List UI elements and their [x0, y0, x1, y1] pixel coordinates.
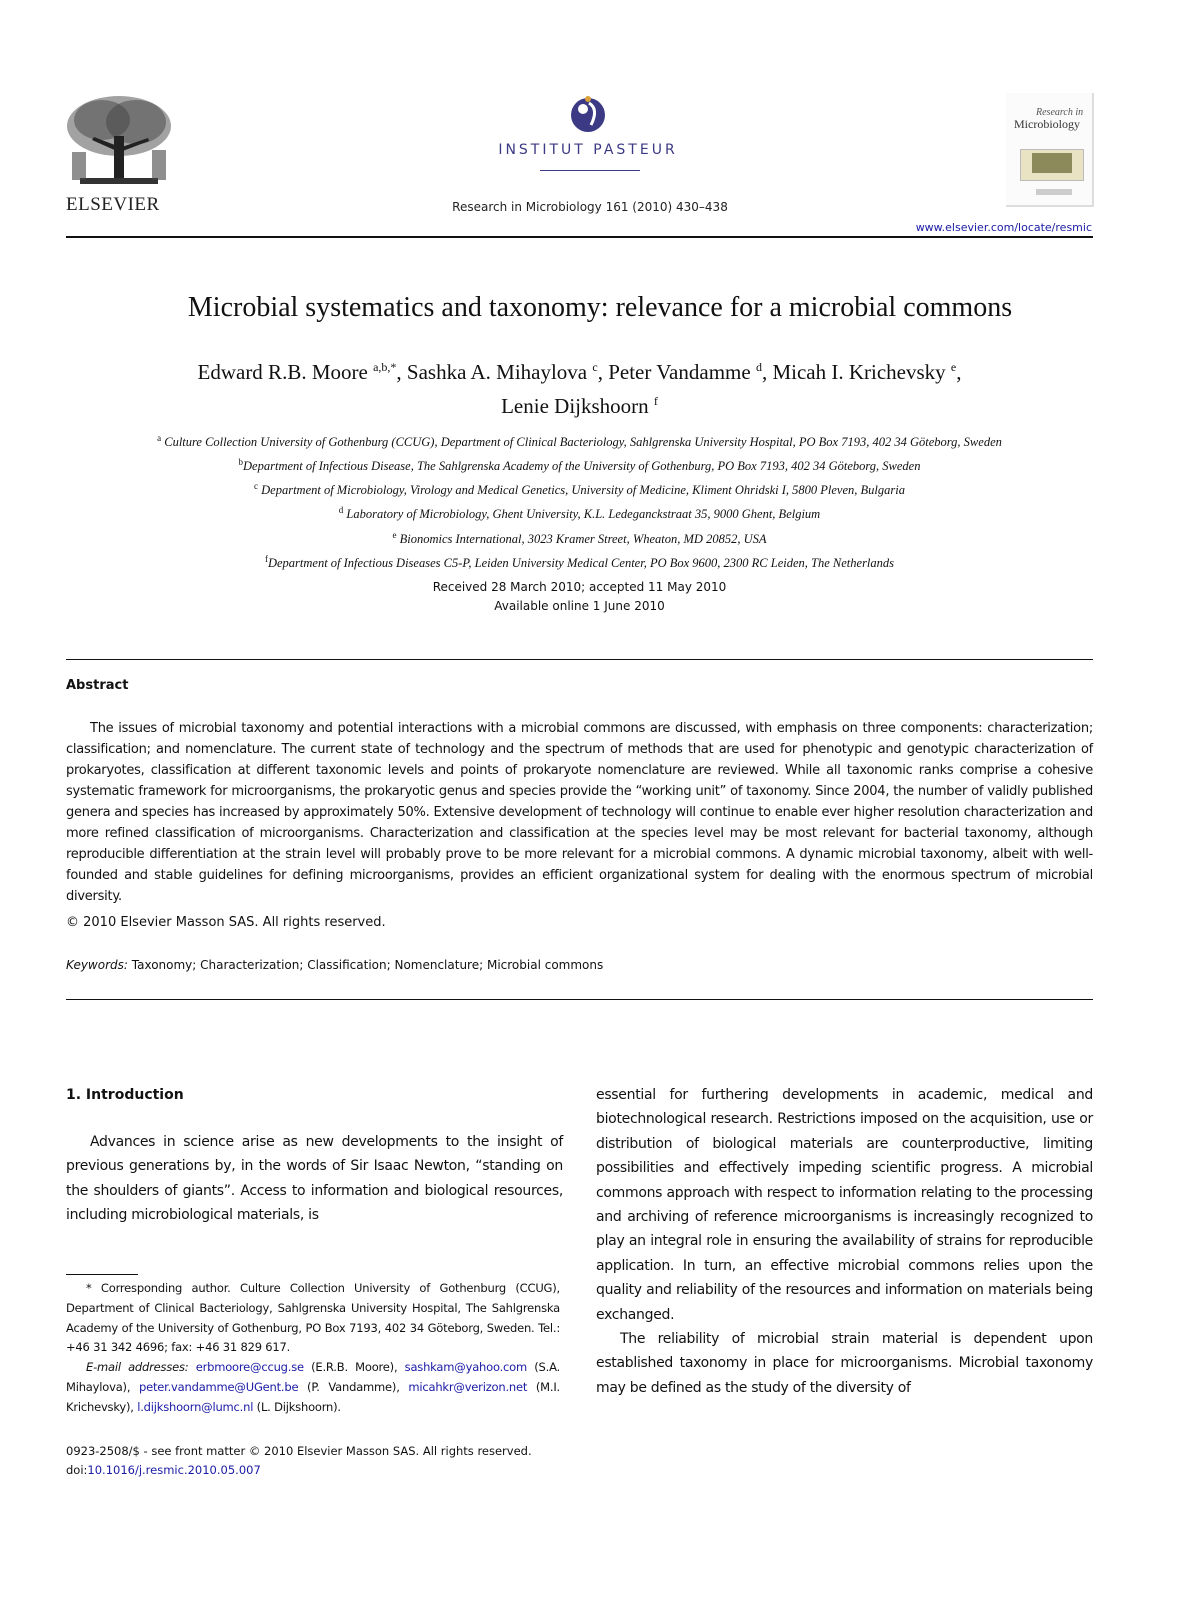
cover-title-large: Microbiology: [1014, 117, 1080, 131]
author-4: Micah I. Krichevsky $^e$,: [772, 360, 962, 384]
abstract-body: The issues of microbial taxonomy and potential interactions with a microbial commons are discussed, with emphasis on three components: characterization; classification; and nomenclature. The current state of technology and the spectrum of methods that are used for phenotypic and genotypic characterization of prokaryotes, classification at different taxonomic levels and points of prokaryote nomenclature are reviewed. While all taxonomic ranks comprise a cohesive systematic framework for microorganisms, the prokaryotic genus and species provide the “working unit” of taxonomy. Since 2004, the number of validly published genera and species has increased by approximately 50%. Extensive development of technology will continue to enable ever higher resolution characterization and more refined classification of microorganisms. Characterization and classification at the species level may be most relevant for bacterial taxonomy, although reproducible differentiation at the strain level will probably prove to be more relevant for a microbial commons. A dynamic microbial taxonomy, albeit with well-founded and stable guidelines for defining microorganisms, provides an efficient organizational system for dealing with the enormous spectrum of microbial diversity.: [66, 721, 1093, 904]
author-list: [66, 353, 1093, 421]
cover-title-small: Research in: [1036, 107, 1084, 118]
email-link-mihaylova[interactable]: sashkam@yahoo.com: [404, 1360, 528, 1375]
article-title: Microbial systematics and taxonomy: relevance for a microbial commons: [187, 292, 1013, 323]
affiliation-d: $^d$ Laboratory of Microbiology, Ghent University, K.L. Ledeganckstraat 35, 9000 Ghent, Belgium: [338, 505, 821, 522]
author-1: Edward R.B. Moore $^{a,b,*}$,: [197, 360, 407, 384]
affiliation-c: $^c$ Department of Microbiology, Virology and Medical Genetics, University of Medicine, Kliment Ohridski I, 5800 Pleven, Bulgaria: [254, 481, 905, 498]
journal-cover-thumbnail: [1006, 93, 1094, 207]
affiliation-e: $^e$ Bionomics International, 3023 Kramer Street, Wheaton, MD 20852, USA: [392, 529, 767, 546]
intro-paragraph-1-continued: essential for furthering developments in academic, medical and biotechnological research. Restrictions imposed on the acquisition, use or distribution of biological materials are counterproductive, limiting possibilities and effectively impeding scientific progress. A microbial commons approach with respect to information relating to the processing and archiving of reference microorganisms is increasingly recognized to play an integral role in ensuring the availability of strains for reproducible application. In turn, an effective microbial commons relies upon the quality and reliability of the resources and information on materials being exchanged.: [596, 1087, 1093, 1323]
abstract-copyright: © 2010 Elsevier Masson SAS. All rights reserved.: [66, 915, 386, 930]
doi-line: doi:10.1016/j.resmic.2010.05.007: [66, 1463, 261, 1477]
author-2: Sashka A. Mihaylova $^c$,: [406, 360, 609, 384]
author-3: Peter Vandamme $^d$,: [608, 360, 773, 384]
affiliation-list: [66, 428, 1093, 573]
journal-url-link[interactable]: www.elsevier.com/locate/resmic: [915, 221, 1092, 234]
abstract-heading: Abstract: [66, 678, 129, 693]
abstract-top-rule: [66, 659, 1093, 660]
front-matter-info: [66, 1442, 532, 1480]
abstract-bottom-rule: [66, 999, 1093, 1000]
doi-link[interactable]: 10.1016/j.resmic.2010.05.007: [87, 1463, 261, 1477]
elsevier-tree-logo: [62, 92, 176, 192]
pasteur-underline: [540, 170, 640, 171]
keywords-label: Keywords:: [66, 958, 128, 972]
institut-pasteur-label: INSTITUT PASTEUR: [498, 142, 678, 158]
intro-paragraph-1: Advances in science arise as new developments to the insight of previous generations by, in the words of Sir Isaac Newton, “standing on the shoulders of giants”. Access to information and biological resources, including microbiological materials, is: [66, 1134, 563, 1224]
affiliation-a: $^a$ Culture Collection University of Gothenburg (CCUG), Department of Clinical Bacteriology, Sahlgrenska University Hospital, PO Box 7193, 402 34 Göteborg, Sweden: [157, 433, 1002, 450]
intro-right-column: [596, 1083, 1093, 1400]
keywords-list: Taxonomy; Characterization; Classification; Nomenclature; Microbial commons: [131, 958, 604, 972]
email-addresses: E-mail addresses: erbmoore@ccug.se (E.R.B. Moore), sashkam@yahoo.com (S.A. Mihaylova), peter.vandamme@UGent.be (P. Vandamme), micahkr@verizon.net (M.I. Krichevsky), l.dijkshoorn@lumc.nl (L. Dijkshoorn).: [66, 1360, 561, 1414]
keywords: [66, 958, 603, 972]
email-link-dijkshoorn[interactable]: l.dijkshoorn@lumc.nl: [137, 1399, 254, 1414]
available-online-date: Available online 1 June 2010: [494, 599, 665, 613]
footnote-rule: [66, 1274, 138, 1275]
header-rule: [66, 236, 1093, 238]
institut-pasteur-logo: [569, 95, 607, 133]
article-dates: [66, 578, 1093, 616]
affiliation-f: $^f$Department of Infectious Diseases C5-P, Leiden University Medical Center, PO Box 9600, 2300 RC Leiden, The Netherlands: [264, 553, 895, 570]
intro-left-column: [66, 1130, 563, 1228]
author-5: Lenie Dijkshoorn $^f$: [501, 394, 658, 418]
email-link-vandamme[interactable]: peter.vandamme@UGent.be: [138, 1379, 299, 1394]
issn-line: 0923-2508/$ - see front matter © 2010 Elsevier Masson SAS. All rights reserved.: [66, 1444, 532, 1458]
email-link-krichevsky[interactable]: micahkr@verizon.net: [408, 1379, 528, 1394]
received-date: Received 28 March 2010; accepted 11 May 2010: [432, 580, 727, 594]
corresponding-author-text: * Corresponding author. Culture Collection University of Gothenburg (CCUG), Department of Clinical Bacteriology, Sahlgrenska University Hospital, The Sahlgrenska Academy of the University of Gothenburg, PO Box 7193, 402 34 Göteborg, Sweden. Tel.: +46 31 342 4696; fax: +46 31 829 617.: [66, 1281, 560, 1355]
journal-citation: Research in Microbiology 161 (2010) 430–438: [452, 200, 728, 214]
publisher-name: ELSEVIER: [66, 194, 160, 215]
section-heading-introduction: 1. Introduction: [66, 1087, 184, 1103]
cover-image-inner: [1032, 153, 1072, 173]
affiliation-b: $^b$Department of Infectious Disease, The Sahlgrenska Academy of the University of Gothenburg, PO Box 7193, 402 34 Göteborg, Sweden: [238, 457, 921, 474]
email-link-moore[interactable]: erbmoore@ccug.se: [195, 1360, 304, 1375]
cover-publisher-bar: [1036, 189, 1072, 195]
corresponding-author-footnote: [66, 1279, 560, 1418]
intro-paragraph-2: The reliability of microbial strain material is dependent upon established taxonomy in place for microorganisms. Microbial taxonomy may be defined as the study of the diversity of: [596, 1331, 1093, 1396]
